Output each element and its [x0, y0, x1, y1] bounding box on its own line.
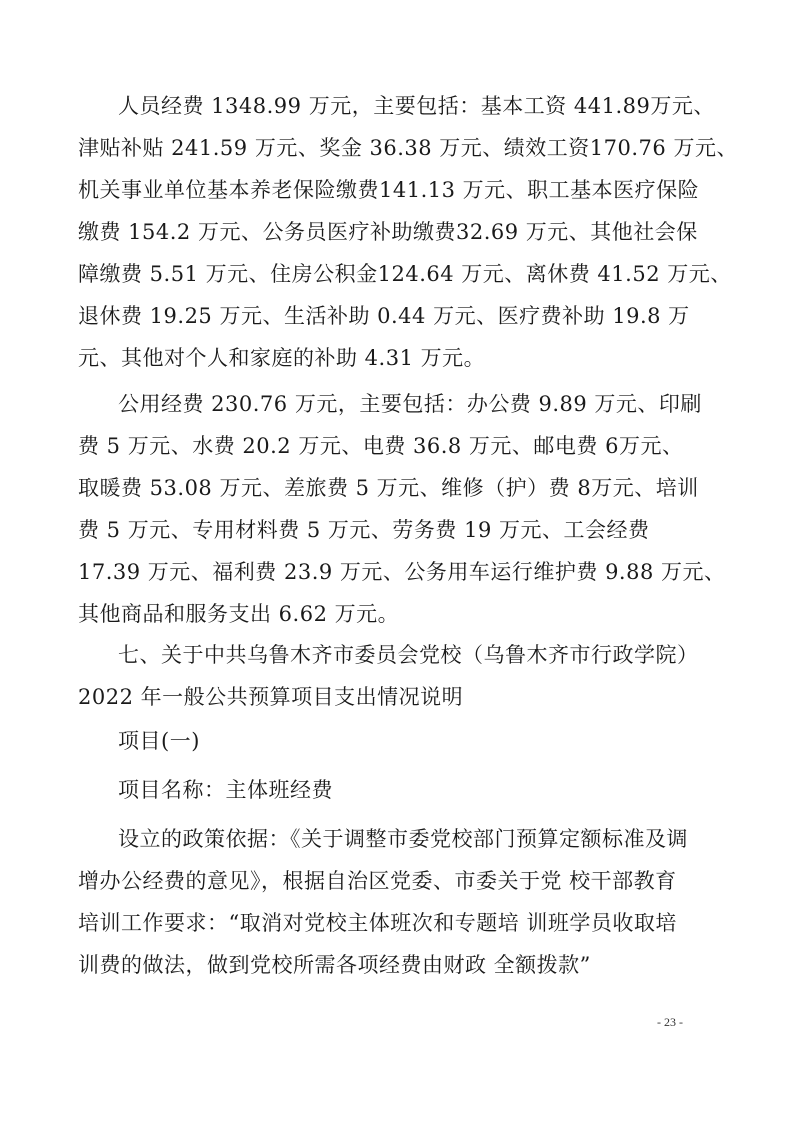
- policy-basis-line-2: 增办公经费的意见》，根据自治区党委、市委关于党 校干部教育: [78, 869, 677, 893]
- paragraph-personnel-line-4: 缴费 154.2 万元、公务员医疗补助缴费32.69 万元、其他社会保: [78, 220, 698, 244]
- paragraph-public-line-6: 其他商品和服务支出 6.62 万元。: [78, 602, 400, 626]
- policy-basis-line-4: 训费的做法，做到党校所需各项经费由财政 全额拨款”: [78, 953, 591, 977]
- paragraph-public-line-4: 费 5 万元、专用材料费 5 万元、劳务费 19 万元、工会经费: [78, 518, 650, 542]
- paragraph-personnel-line-5: 障缴费 5.51 万元、住房公积金124.64 万元、离休费 41.52 万元、: [78, 262, 732, 286]
- project-name: 项目名称：主体班经费: [118, 778, 333, 802]
- policy-basis-line-1: 设立的政策依据：《关于调整市委党校部门预算定额标准及调: [118, 827, 688, 851]
- page-number: - 23 -: [657, 1015, 683, 1029]
- paragraph-personnel-line-6: 退休费 19.25 万元、生活补助 0.44 万元、医疗费补助 19.8 万: [78, 304, 690, 328]
- paragraph-personnel-line-3: 机关事业单位基本养老保险缴费141.13 万元、职工基本医疗保险: [78, 178, 700, 202]
- paragraph-public-line-1: 公用经费 230.76 万元，主要包括：办公费 9.89 万元、印刷: [118, 392, 702, 416]
- paragraph-public-line-2: 费 5 万元、水费 20.2 万元、电费 36.8 万元、邮电费 6万元、: [78, 434, 684, 458]
- paragraph-personnel-line-2: 津贴补贴 241.59 万元、奖金 36.38 万元、绩效工资170.76 万元、: [78, 136, 738, 160]
- section-heading-line-2: 2022 年一般公共预算项目支出情况说明: [78, 685, 464, 709]
- policy-basis-line-3: 培训工作要求：“取消对党校主体班次和专题培 训班学员收取培: [78, 911, 677, 935]
- paragraph-personnel-line-7: 元、其他对个人和家庭的补助 4.31 万元。: [78, 346, 486, 370]
- paragraph-public-line-3: 取暖费 53.08 万元、差旅费 5 万元、维修（护）费 8万元、培训: [78, 476, 699, 500]
- paragraph-public-line-5: 17.39 万元、福利费 23.9 万元、公务用车运行维护费 9.88 万元、: [78, 560, 726, 584]
- paragraph-personnel-line-1: 人员经费 1348.99 万元，主要包括：基本工资 441.89万元、: [118, 94, 715, 118]
- section-heading-line-1: 七、关于中共乌鲁木齐市委员会党校（乌鲁木齐市行政学院）: [118, 643, 699, 667]
- project-label: 项目(一): [118, 729, 200, 753]
